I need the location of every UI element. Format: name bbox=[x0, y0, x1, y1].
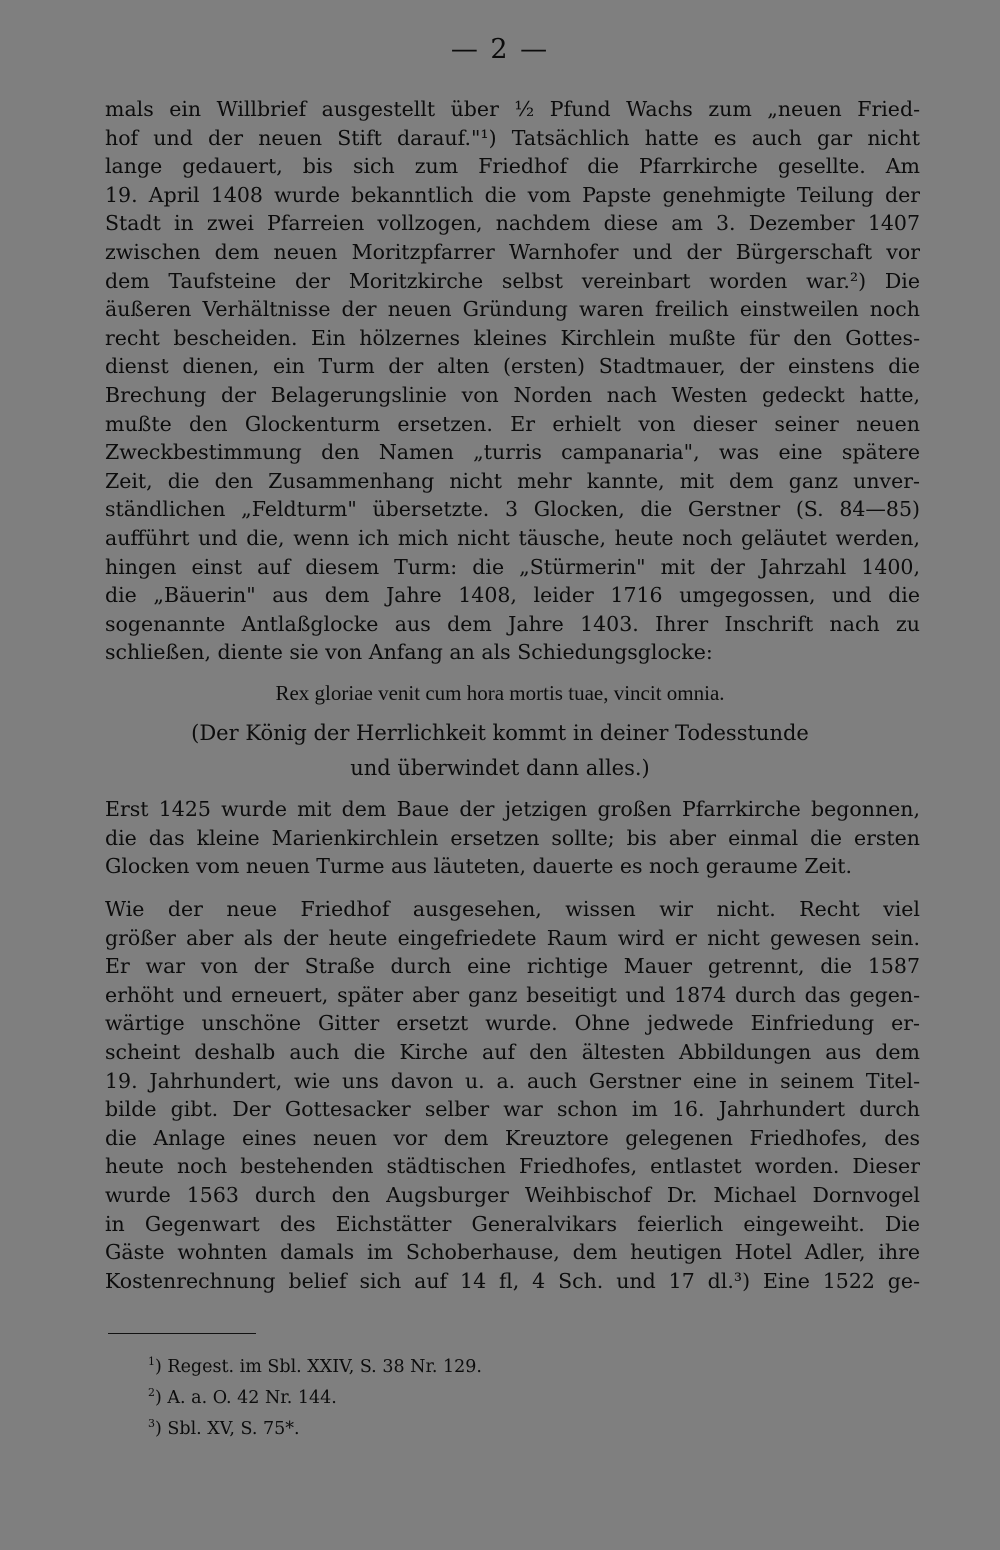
text-line: mals ein Willbrief ausgestellt über ½ Pfund Wachs zum „neuen Fried- bbox=[105, 97, 920, 121]
text-line: Zweckbestimmung den Namen „turris campanaria", was eine spätere bbox=[105, 440, 920, 465]
text-line: Glocken vom neuen Turme aus läuteten, dauerte es noch geraume Zeit. bbox=[105, 854, 853, 879]
text-line: Gäste wohnten damals im Schoberhause, dem heutigen Hotel Adler, ihre bbox=[105, 1240, 920, 1265]
footnote-3 bbox=[148, 1414, 848, 1445]
footnote-marker: 3 bbox=[148, 1417, 155, 1430]
footnote-paren: ) bbox=[155, 1419, 168, 1439]
text-line: zwischen dem neuen Moritzpfarrer Warnhofer und der Bürgerschaft vor bbox=[105, 239, 920, 264]
text-line: wärtige unschöne Gitter ersetzt wurde. Ohne jedwede Einfriedung er- bbox=[105, 1011, 920, 1036]
page-number: — 2 — bbox=[450, 34, 550, 65]
paragraph-3 bbox=[105, 895, 920, 1295]
text-line: 19. April 1408 wurde bekanntlich die vom Papste genehmigte Teilung der bbox=[105, 182, 920, 207]
latin-inscription: Rex gloriae venit cum hora mortis tuae, vincit omnia. bbox=[275, 681, 725, 705]
text-line: mußte den Glockenturm ersetzen. Er erhielt von dieser seiner neuen bbox=[105, 411, 920, 436]
text-line: Kostenrechnung belief sich auf 14 fl, 4 Sch. und 17 dl.³) Eine 1522 ge- bbox=[105, 1268, 920, 1293]
text-line: erhöht und erneuert, später aber ganz beseitigt und 1874 durch das gegen- bbox=[105, 982, 920, 1007]
text-line: die „Bäuerin" aus dem Jahre 1408, leider 1716 umgegossen, und die bbox=[105, 583, 920, 608]
text-line: hof und der neuen Stift darauf."¹) Tatsächlich hatte es auch gar nicht bbox=[105, 125, 920, 150]
inscription-translation-line: (Der König der Herrlichkeit kommt in deiner Todesstunde bbox=[191, 721, 809, 745]
text-line: die Anlage eines neuen vor dem Kreuztore gelegenen Friedhofes, des bbox=[105, 1125, 920, 1150]
text-line: bilde gibt. Der Gottesacker selber war schon im 16. Jahrhundert durch bbox=[105, 1097, 920, 1122]
text-line: recht bescheiden. Ein hölzernes kleines Kirchlein mußte für den Gottes- bbox=[105, 325, 920, 350]
footnote-text: A. a. O. 42 Nr. 144. bbox=[167, 1388, 337, 1408]
paragraph-1 bbox=[105, 95, 920, 667]
footnote-paren: ) bbox=[155, 1357, 168, 1377]
text-line: scheint deshalb auch die Kirche auf den ältesten Abbildungen aus dem bbox=[105, 1039, 920, 1064]
text-line: Wie der neue Friedhof ausgesehen, wissen wir nicht. Recht viel bbox=[105, 897, 920, 921]
footnote-marker: 1 bbox=[148, 1355, 155, 1368]
text-line: sogenannte Antlaßglocke aus dem Jahre 1403. Ihrer Inschrift nach zu bbox=[105, 611, 920, 636]
footnote-2 bbox=[148, 1383, 848, 1414]
footnote-paren: ) bbox=[155, 1388, 168, 1408]
text-line: 19. Jahrhundert, wie uns davon u. a. auch Gerstner eine in seinem Titel- bbox=[105, 1068, 920, 1093]
text-line: hingen einst auf diesem Turm: die „Stürmerin" mit der Jahrzahl 1400, bbox=[105, 554, 920, 579]
inscription-translation-line: und überwindet dann alles.) bbox=[350, 756, 650, 780]
footnote-text: Sbl. XV, S. 75*. bbox=[167, 1419, 300, 1439]
text-line: Erst 1425 wurde mit dem Baue der jetzigen großen Pfarrkirche begonnen, bbox=[105, 797, 920, 821]
text-line: heute noch bestehenden städtischen Friedhofes, entlastet worden. Dieser bbox=[105, 1154, 920, 1179]
text-line: die das kleine Marienkirchlein ersetzen sollte; bis aber einmal die ersten bbox=[105, 825, 920, 850]
text-line: Zeit, die den Zusammenhang nicht mehr kannte, mit dem ganz unver- bbox=[105, 468, 920, 493]
text-line: lange gedauert, bis sich zum Friedhof die Pfarrkirche gesellte. Am bbox=[105, 154, 920, 179]
text-line: Er war von der Straße durch eine richtige Mauer getrennt, die 1587 bbox=[105, 954, 920, 979]
text-line: dienst dienen, ein Turm der alten (ersten) Stadtmauer, der einstens die bbox=[105, 354, 920, 379]
footnote-1 bbox=[148, 1352, 848, 1383]
footnote-marker: 2 bbox=[148, 1386, 155, 1399]
text-line: größer aber als der heute eingefriedete Raum wird er nicht gewesen sein. bbox=[105, 925, 920, 950]
text-line: schließen, diente sie von Anfang an als Schiedungsglocke: bbox=[105, 640, 713, 665]
text-line: ständlichen „Feldturm" übersetzte. 3 Glocken, die Gerstner (S. 84—85) bbox=[105, 497, 920, 522]
text-line: aufführt und die, wenn ich mich nicht täusche, heute noch geläutet werden, bbox=[105, 525, 920, 550]
text-line: äußeren Verhältnisse der neuen Gründung waren freilich einstweilen noch bbox=[105, 297, 920, 322]
footnotes bbox=[148, 1352, 848, 1445]
footnote-text: Regest. im Sbl. XXIV, S. 38 Nr. 129. bbox=[167, 1357, 482, 1377]
footnote-separator bbox=[108, 1333, 256, 1334]
text-line: Stadt in zwei Pfarreien vollzogen, nachdem diese am 3. Dezember 1407 bbox=[105, 211, 920, 236]
text-line: wurde 1563 durch den Augsburger Weihbischof Dr. Michael Dornvogel bbox=[105, 1182, 920, 1207]
paragraph-2 bbox=[105, 795, 920, 881]
text-line: dem Taufsteine der Moritzkirche selbst vereinbart worden war.²) Die bbox=[105, 268, 920, 293]
text-line: in Gegenwart des Eichstätter Generalvikars feierlich eingeweiht. Die bbox=[105, 1211, 920, 1236]
text-line: Brechung der Belagerungslinie von Norden nach Westen gedeckt hatte, bbox=[105, 382, 920, 407]
